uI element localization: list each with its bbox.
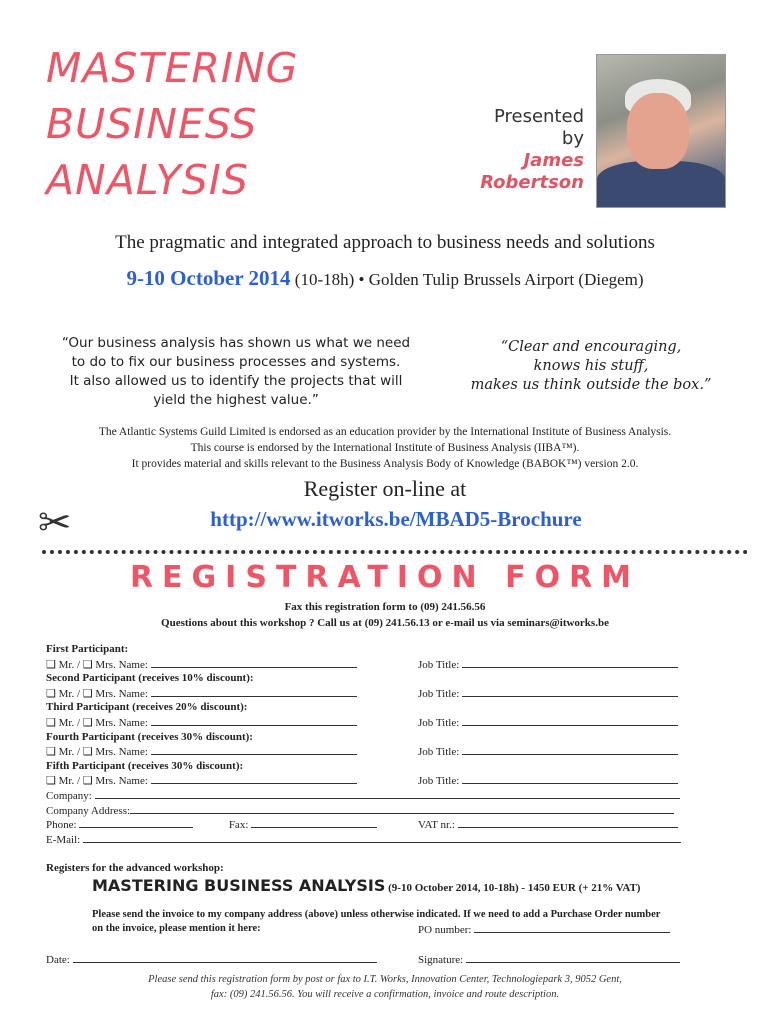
- endorsement-line: It provides material and skills relevant to the Business Analysis Body of Knowledge (BABOK™) version 2.0.: [131, 458, 639, 470]
- quote-line: makes us think outside the box.”: [470, 377, 712, 393]
- salutation-label: ❑ Mr. / ❑ Mrs. Name:: [46, 775, 148, 788]
- email-row: [46, 832, 686, 847]
- job-title-label: Job Title:: [418, 775, 460, 788]
- title-line: MASTERING: [46, 44, 299, 92]
- photo-face: [627, 93, 689, 169]
- name-field[interactable]: [151, 744, 357, 755]
- presenter-photo: [596, 54, 726, 208]
- date-label: Date:: [46, 954, 70, 966]
- title-line: BUSINESS: [46, 100, 258, 148]
- po-number-field[interactable]: [474, 922, 670, 933]
- name-field[interactable]: [151, 715, 357, 726]
- salutation-label: ❑ Mr. / ❑ Mrs. Name:: [46, 746, 148, 759]
- signoff-row: [46, 952, 706, 966]
- testimonial-left: [36, 334, 436, 410]
- job-title-field[interactable]: [462, 686, 678, 697]
- presenter-first-name: James: [523, 150, 584, 171]
- event-details: (10-18h) • Golden Tulip Brussels Airport (Diegem): [290, 270, 644, 289]
- participant-row: [46, 657, 686, 672]
- contact-info: [0, 599, 770, 631]
- presenter-block: [480, 106, 584, 194]
- event-info: [0, 266, 770, 291]
- quote-line: “Clear and encouraging,: [500, 339, 682, 355]
- name-field[interactable]: [151, 773, 357, 784]
- job-title-field[interactable]: [462, 773, 678, 784]
- workshop-details: (9-10 October 2014, 10-18h) - 1450 EUR (+ 21% VAT): [385, 882, 641, 894]
- po-number-row: [418, 922, 670, 936]
- company-row: [46, 788, 686, 803]
- register-online-label: Register on-line at: [303, 476, 467, 501]
- email-field[interactable]: [83, 832, 681, 843]
- participant-header: Second Participant (receives 10% discount):: [46, 672, 254, 685]
- presented-label: Presented: [493, 106, 584, 127]
- event-dates: 9-10 October 2014: [126, 266, 291, 290]
- name-field[interactable]: [151, 657, 357, 668]
- date-field[interactable]: [73, 952, 377, 963]
- tagline: The pragmatic and integrated approach to business needs and solutions: [115, 232, 655, 253]
- vat-label: VAT nr.:: [418, 819, 455, 832]
- phone-label: Phone:: [46, 819, 77, 832]
- endorsement-line: The Atlantic Systems Guild Limited is endorsed as an education provider by the International Institute of Business Analysis.: [98, 426, 672, 438]
- endorsement-line: This course is endorsed by the International Institute of Business Analysis (IIBA™).: [190, 442, 580, 454]
- participant-row: [46, 773, 686, 788]
- quote-line: “Our business analysis has shown us what we need: [61, 335, 411, 351]
- questions-line: Questions about this workshop ? Call us at (09) 241.56.13 or e-mail us via seminars@itworks.be: [161, 617, 609, 629]
- salutation-label: ❑ Mr. / ❑ Mrs. Name:: [46, 658, 148, 671]
- company-address-row: [46, 803, 686, 818]
- cut-line: [42, 550, 748, 554]
- company-label: Company:: [46, 789, 92, 802]
- participant-row: [46, 686, 686, 701]
- job-title-label: Job Title:: [418, 687, 460, 700]
- signature-label: Signature:: [418, 954, 464, 966]
- brochure-title: [46, 40, 298, 208]
- registration-form-title: REGISTRATION FORM: [129, 560, 641, 595]
- by-label: by: [561, 128, 584, 149]
- invoice-line: on the invoice, please mention it here:: [92, 923, 261, 934]
- footer-line: fax: (09) 241.56.56. You will receive a confirmation, invoice and route description.: [210, 989, 560, 1000]
- quote-line: knows his stuff,: [533, 358, 649, 374]
- registration-form: [46, 642, 686, 846]
- participant-row: [46, 744, 686, 759]
- advanced-label: Registers for the advanced workshop:: [46, 862, 224, 874]
- invoice-line: Please send the invoice to my company address (above) unless otherwise indicated. If we need to add a Purchase Order number: [92, 909, 661, 920]
- job-title-field[interactable]: [462, 715, 678, 726]
- job-title-field[interactable]: [462, 744, 678, 755]
- company-address-field[interactable]: [130, 803, 674, 814]
- salutation-label: ❑ Mr. / ❑ Mrs. Name:: [46, 716, 148, 729]
- vat-field[interactable]: [458, 817, 678, 828]
- testimonial-right: [446, 338, 736, 395]
- presenter-last-name: Robertson: [480, 172, 584, 193]
- signature-field[interactable]: [466, 952, 680, 963]
- email-label: E-Mail:: [46, 833, 81, 846]
- quote-line: yield the highest value.”: [153, 392, 319, 408]
- fax-label: Fax:: [228, 819, 249, 832]
- job-title-field[interactable]: [462, 657, 678, 668]
- company-address-label: Company Address:: [46, 804, 131, 817]
- company-field[interactable]: [95, 788, 680, 799]
- participant-row: [46, 715, 686, 730]
- participant-header: Third Participant (receives 20% discount):: [46, 701, 248, 714]
- quote-line: to do to fix our business processes and systems.: [71, 354, 401, 370]
- scissors-icon: ✂: [38, 500, 72, 546]
- workshop-name: MASTERING BUSINESS ANALYSIS: [92, 876, 386, 895]
- po-number-label: PO number:: [418, 924, 472, 936]
- job-title-label: Job Title:: [418, 658, 460, 671]
- name-field[interactable]: [151, 686, 357, 697]
- fax-line: Fax this registration form to (09) 241.56.56: [284, 601, 486, 613]
- footer-line: Please send this registration form by post or fax to I.T. Works, Innovation Center, Technologiepark 3, 9052 Gent,: [148, 974, 622, 985]
- job-title-label: Job Title:: [418, 716, 460, 729]
- phone-field[interactable]: [79, 817, 193, 828]
- job-title-label: Job Title:: [418, 746, 460, 759]
- endorsement-text: [0, 424, 770, 472]
- title-line: ANALYSIS: [46, 156, 249, 204]
- footer-note: [0, 972, 770, 1002]
- participant-header: Fifth Participant (receives 30% discount):: [46, 759, 244, 772]
- workshop-option: [92, 876, 640, 895]
- participant-header: First Participant:: [46, 643, 129, 655]
- participant-header: Fourth Participant (receives 30% discount):: [46, 730, 253, 743]
- register-url-link[interactable]: http://www.itworks.be/MBAD5-Brochure: [210, 507, 582, 531]
- quote-line: It also allowed us to identify the projects that will: [69, 373, 403, 389]
- salutation-label: ❑ Mr. / ❑ Mrs. Name:: [46, 687, 148, 700]
- fax-field[interactable]: [251, 817, 377, 828]
- contact-row: [46, 817, 686, 832]
